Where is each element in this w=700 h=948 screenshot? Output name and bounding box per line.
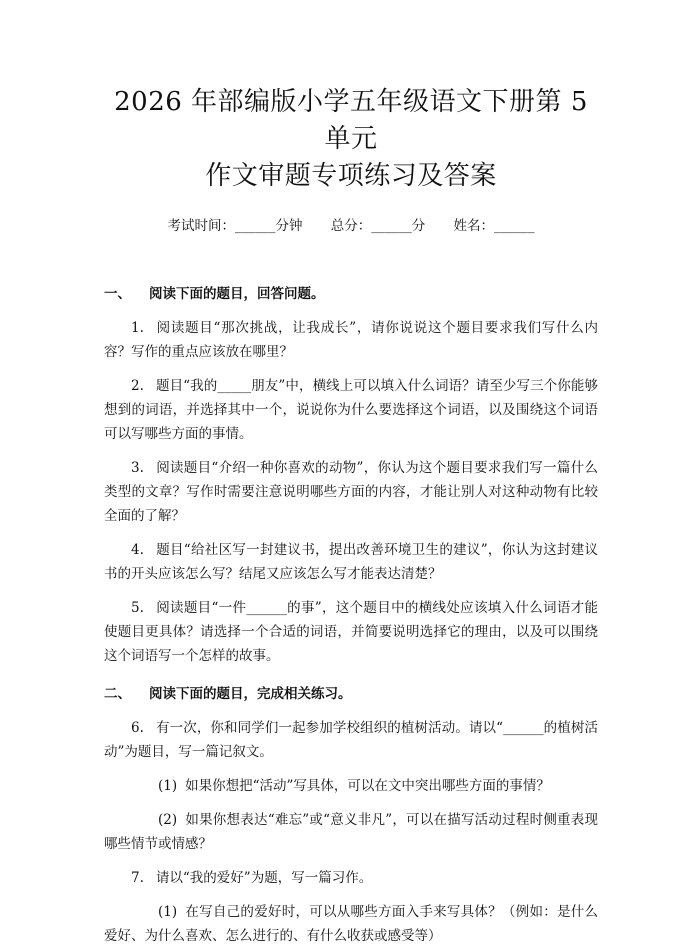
question-text: 题目“给社区写一封建议书，提出改善环境卫生的建议”，你认为这封建议书的开头应该怎么写？结尾又应该怎么写才能表达清楚？: [104, 542, 598, 582]
question-6-sub-1: [104, 774, 598, 798]
title-line-2: 作文审题专项练习及答案: [205, 161, 497, 191]
question-text: 有一次，你和同学们一起参加学校组织的植树活动。请以“______的植树活动”为题目，写一篇记叙文。: [104, 720, 598, 760]
question-7-sub-1: [104, 900, 598, 948]
question-6: [104, 716, 598, 764]
question-number: 6.: [131, 720, 144, 736]
section-number: 一、: [104, 286, 131, 302]
question-number: 2.: [131, 378, 144, 394]
section-heading-text: 阅读下面的题目，回答问题。: [149, 286, 325, 302]
question-number: 5.: [131, 600, 144, 616]
sub-question-text: 如果你想把“活动”写具体，可以在文中突出哪些方面的事情？: [185, 778, 550, 794]
sub-question-text: 在写自己的爱好时，可以从哪些方面入手来写具体？（例如：是什么爱好、为什么喜欢、怎么进行的、有什么收获或感受等）: [104, 904, 598, 944]
question-text: 阅读题目“介绍一种你喜欢的动物”，你认为这个题目要求我们写一篇什么类型的文章？写作时需要注意说明哪些方面的内容，才能让别人对这种动物有比较全面的了解？: [104, 460, 598, 524]
exam-time-field: 考试时间：______分钟: [167, 218, 303, 234]
exam-name-field: 姓名：______: [453, 218, 535, 234]
question-text: 阅读题目“一件______的事”，这个题目中的横线处应该填入什么词语才能使题目更具体？请选择一个合适的词语，并简要说明选择它的理由，以及可以围绕这个词语写一个怎样的故事。: [104, 600, 598, 664]
question-7: [104, 866, 598, 890]
question-text: 请以“我的爱好”为题，写一篇习作。: [155, 870, 373, 886]
section-heading-2: [104, 682, 598, 702]
section-heading-1: [104, 282, 598, 302]
sub-question-number: (1): [158, 904, 178, 920]
exam-score-field: 总分：______分: [330, 218, 426, 234]
question-2: [104, 374, 598, 446]
sub-question-text: 如果你想表达“难忘”或“意义非凡”，可以在描写活动过程时侧重表现哪些情节或情感？: [104, 812, 598, 852]
question-3: [104, 456, 598, 528]
question-number: 3.: [131, 460, 144, 476]
exam-info: [104, 214, 598, 234]
question-text: 阅读题目“那次挑战，让我成长”，请你说说这个题目要求我们写什么内容？写作的重点应该放在哪里？: [104, 320, 598, 360]
title-line-1: 2026 年部编版小学五年级语文下册第 5 单元: [114, 87, 588, 154]
section-number: 二、: [104, 686, 131, 702]
section-heading-text: 阅读下面的题目，完成相关练习。: [149, 686, 352, 702]
question-text: 题目“我的_____朋友”中，横线上可以填入什么词语？请至少写三个你能够想到的词语，并选择其中一个，说说你为什么要选择这个词语，以及围绕这个词语可以写哪些方面的事情。: [104, 378, 598, 442]
document-title: [104, 84, 598, 195]
question-4: [104, 538, 598, 586]
question-number: 7.: [131, 870, 144, 886]
sub-question-number: (2): [158, 812, 178, 828]
question-number: 1.: [131, 320, 144, 336]
question-6-sub-2: [104, 808, 598, 856]
question-number: 4.: [131, 542, 144, 558]
question-1: [104, 316, 598, 364]
question-5: [104, 596, 598, 668]
sub-question-number: (1): [158, 778, 178, 794]
